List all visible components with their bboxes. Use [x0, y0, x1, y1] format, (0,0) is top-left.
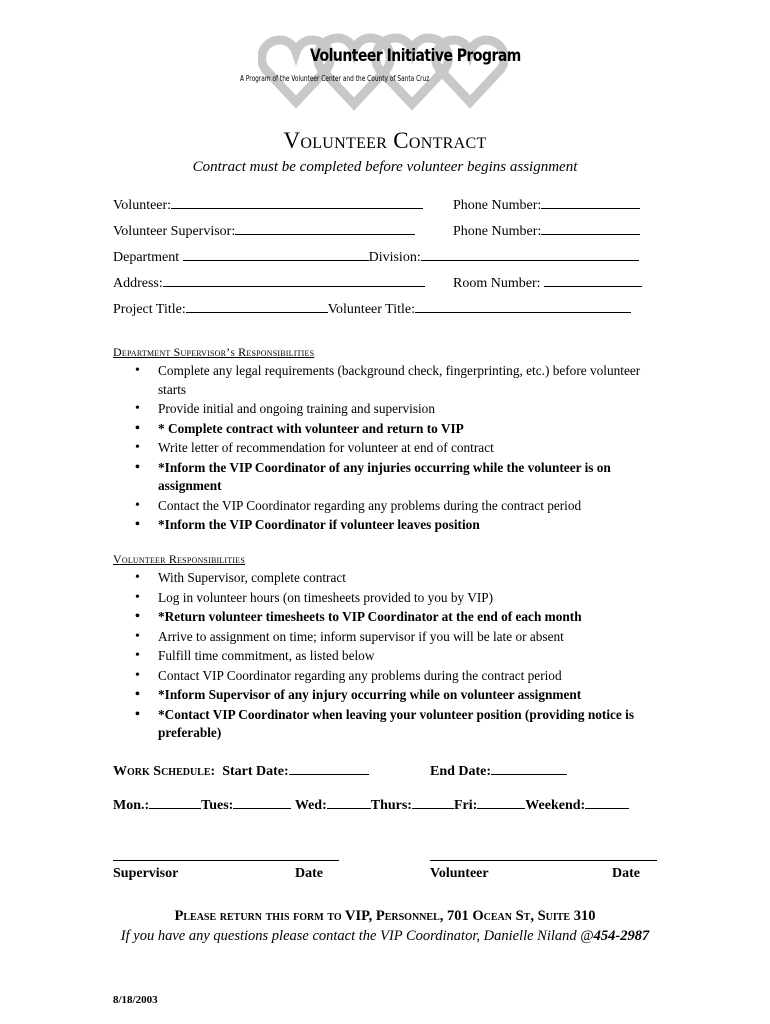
supervisor-label: Volunteer Supervisor:	[113, 224, 236, 239]
page-title: Volunteer Contract	[283, 128, 487, 153]
supervisor-signature-line[interactable]	[113, 860, 339, 861]
address-label: Address:	[113, 276, 163, 291]
division-line[interactable]	[421, 248, 639, 261]
phone-line-2[interactable]	[541, 222, 640, 235]
weekday-schedule-row[interactable]	[113, 796, 629, 814]
tues-line[interactable]	[233, 796, 291, 809]
supervisor-field[interactable]	[113, 222, 415, 240]
list-item: • Provide initial and ongoing training and supervision	[113, 400, 653, 419]
page-subtitle: Contract must be completed before volunteer begins assignment	[192, 159, 578, 175]
address-line[interactable]	[163, 274, 425, 287]
division-label: Division:	[368, 250, 421, 265]
logo-subtitle: A Program of the Volunteer Center and the County of Santa Cruz	[240, 74, 430, 83]
fri-label: Fri:	[453, 798, 478, 813]
address-field[interactable]	[113, 274, 425, 292]
list-item: • * Complete contract with volunteer and return to VIP	[113, 420, 653, 439]
vip-logo	[240, 32, 521, 112]
list-item: • Contact VIP Coordinator regarding any problems during the contract period	[113, 667, 653, 686]
weekend-label: Weekend:	[525, 798, 586, 813]
volunteer-label: Volunteer:	[113, 198, 172, 213]
tues-label: Tues:	[201, 798, 234, 813]
list-item: • *Inform the VIP Coordinator of any injuries occurring while the volunteer is on assignment	[113, 459, 653, 496]
wed-line[interactable]	[327, 796, 371, 809]
room-line[interactable]	[544, 274, 642, 287]
contact-text: If you have any questions please contact the VIP Coordinator, Danielle Niland @	[120, 928, 594, 944]
project-title-line[interactable]	[186, 300, 328, 313]
room-number-field[interactable]	[453, 274, 642, 292]
list-item: • Fulfill time commitment, as listed below	[113, 647, 653, 666]
project-title-label: Project Title:	[113, 302, 186, 317]
start-date-label: Start Date:	[222, 764, 289, 779]
department-label: Department	[113, 250, 180, 265]
volunteer-responsibilities-heading: Volunteer Responsibilities	[113, 552, 245, 566]
wed-label: Wed:	[294, 798, 327, 813]
volunteer-responsibilities-list	[113, 569, 653, 744]
return-instructions: Please return this form to VIP, Personnel, 701 Ocean St, Suite 310	[174, 908, 596, 924]
project-title-field[interactable]	[113, 300, 631, 318]
list-item: • Write letter of recommendation for volunteer at end of contract	[113, 439, 653, 458]
contact-phone: 454-2987	[593, 928, 650, 944]
phone-label-2: Phone Number:	[453, 224, 542, 239]
volunteer-line[interactable]	[171, 196, 423, 209]
work-schedule-label: Work Schedule:	[113, 764, 216, 779]
mon-label: Mon.:	[113, 798, 150, 813]
end-date-label: End Date:	[430, 764, 492, 779]
volunteer-title-label: Volunteer Title:	[327, 302, 415, 317]
start-date-line[interactable]	[289, 762, 369, 775]
form-date: 8/18/2003	[113, 994, 158, 1006]
hearts-icon	[258, 32, 508, 112]
list-item: • Arrive to assignment on time; inform supervisor if you will be late or absent	[113, 628, 653, 647]
end-date-field[interactable]	[430, 762, 567, 780]
mon-line[interactable]	[149, 796, 201, 809]
thurs-line[interactable]	[412, 796, 454, 809]
phone-number-field-2[interactable]	[453, 222, 640, 240]
contact-line	[0, 928, 770, 945]
thurs-label: Thurs:	[370, 798, 412, 813]
volunteer-field[interactable]	[113, 196, 423, 214]
list-item: • With Supervisor, complete contract	[113, 569, 653, 588]
work-schedule-row	[113, 762, 369, 780]
weekend-line[interactable]	[585, 796, 629, 809]
supervisor-date-label: Date	[295, 866, 323, 881]
list-item: • *Inform the VIP Coordinator if volunteer leaves position	[113, 516, 653, 535]
logo-title: Volunteer Initiative Program	[310, 46, 521, 66]
department-field[interactable]	[113, 248, 639, 266]
list-item: • Contact the VIP Coordinator regarding any problems during the contract period	[113, 497, 653, 516]
dept-responsibilities-heading: Department Supervisor’s Responsibilities	[113, 345, 315, 359]
fri-line[interactable]	[477, 796, 525, 809]
end-date-line[interactable]	[491, 762, 567, 775]
supervisor-signature-label: Supervisor	[113, 866, 179, 881]
volunteer-title-line[interactable]	[415, 300, 631, 313]
phone-number-field-1[interactable]	[453, 196, 640, 214]
phone-line-1[interactable]	[541, 196, 640, 209]
list-item: • *Inform Supervisor of any injury occurring while on volunteer assignment	[113, 686, 653, 705]
department-line[interactable]	[183, 248, 369, 261]
volunteer-signature-line[interactable]	[430, 860, 657, 861]
dept-responsibilities-list	[113, 362, 653, 536]
list-item: • Complete any legal requirements (background check, fingerprinting, etc.) before volunteer starts	[113, 362, 653, 399]
list-item: • *Contact VIP Coordinator when leaving your volunteer position (providing notice is preferable)	[113, 706, 653, 743]
volunteer-signature-label: Volunteer	[430, 866, 489, 881]
room-label: Room Number:	[453, 276, 541, 291]
phone-label-1: Phone Number:	[453, 198, 542, 213]
list-item: • Log in volunteer hours (on timesheets provided to you by VIP)	[113, 589, 653, 608]
supervisor-line[interactable]	[235, 222, 415, 235]
volunteer-date-label: Date	[612, 866, 640, 881]
list-item: • *Return volunteer timesheets to VIP Coordinator at the end of each month	[113, 608, 653, 627]
